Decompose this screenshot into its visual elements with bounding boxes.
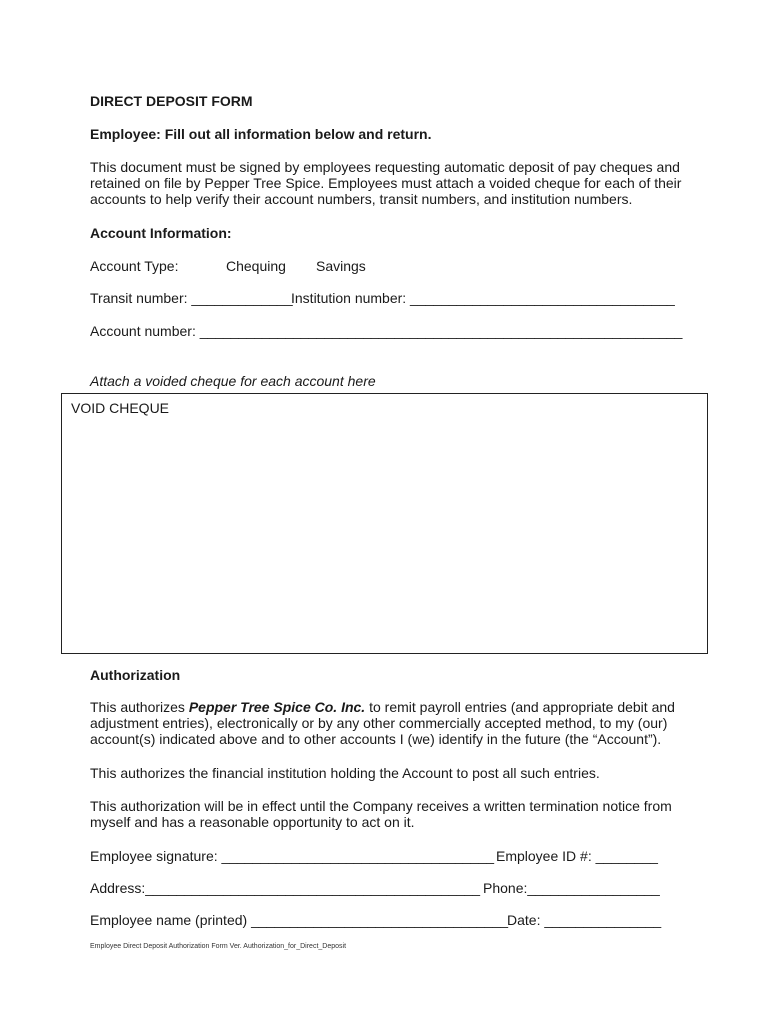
address-field[interactable]: Address:___________________________________________ (90, 880, 481, 896)
authorization-paragraph-1 (90, 699, 690, 747)
authorization-paragraph-3: This authorization will be in effect until the Company receives a written termination notice from myself and has a reasonable opportunity to act on it. (90, 798, 672, 830)
attach-cheque-note: Attach a voided cheque for each account here (90, 373, 376, 389)
date-field[interactable]: Date: _______________ (507, 912, 662, 928)
void-cheque-box (61, 393, 708, 654)
employee-signature-field[interactable]: Employee signature: ___________________________________ (90, 848, 495, 864)
company-name: Pepper Tree Spice Co. Inc. (188, 699, 366, 715)
authorization-paragraph-2: This authorizes the financial institution holding the Account to post all such entries. (90, 765, 600, 781)
footer-text: Employee Direct Deposit Authorization Form Ver. Authorization_for_Direct_Deposit (90, 943, 347, 950)
institution-number-field[interactable]: Institution number: __________________________________ (291, 290, 675, 306)
intro-paragraph: This document must be signed by employees requesting automatic deposit of pay cheques and retained on file by Pepper Tree Spice. Employees must attach a voided cheque for each of their accounts to help verify their account numbers, transit numbers, and institution numbers. (90, 159, 682, 207)
auth-suffix: to remit payroll entries (and appropriate debit and adjustment entries), electronically or by any other commercially accepted method, to my (our) account(s) indicated above and to other accounts I (we) identify in the future (the “Account”). (90, 699, 675, 747)
employee-id-field[interactable]: Employee ID #: ________ (496, 848, 658, 864)
option-chequing[interactable]: Chequing (226, 258, 286, 274)
account-number-field[interactable]: Account number: ______________________________________________________________ (90, 323, 683, 339)
transit-number-field[interactable]: Transit number: _____________ (90, 290, 293, 306)
void-cheque-label: VOID CHEQUE (71, 400, 170, 416)
phone-field[interactable]: Phone:_________________ (483, 880, 660, 896)
account-info-heading: Account Information: (90, 225, 232, 241)
form-title: DIRECT DEPOSIT FORM (90, 93, 253, 109)
instruction-heading: Employee: Fill out all information below and return. (90, 126, 432, 142)
account-type-label: Account Type: (90, 258, 179, 274)
authorization-heading: Authorization (90, 667, 181, 683)
employee-name-field[interactable]: Employee name (printed) _________________________________ (90, 912, 509, 928)
option-savings[interactable]: Savings (316, 258, 366, 274)
auth-prefix: This authorizes (90, 699, 189, 715)
